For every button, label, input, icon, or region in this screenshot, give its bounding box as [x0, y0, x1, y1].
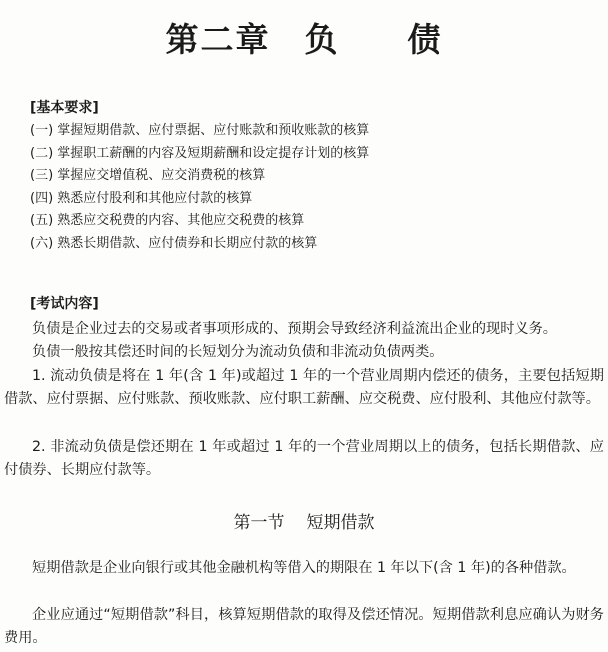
exam-paragraph: 负债一般按其偿还时间的长短划分为流动负债和非流动负债两类。 [32, 344, 444, 360]
chapter-title-char-2: 债 [407, 20, 443, 59]
chapter-title-char-1: 负 [304, 20, 340, 59]
exam-content-heading-block [30, 292, 590, 316]
requirement-item: (二) 掌握职工薪酬的内容及短期薪酬和设定提存计划的核算 [30, 145, 370, 161]
exam-content-heading: [考试内容] [30, 296, 99, 312]
requirement-item: (六) 熟悉长期借款、应付债券和长期应付款的核算 [30, 235, 318, 251]
section-paragraph: 企业应通过“短期借款”科目，核算短期借款的取得及偿还情况。短期借款利息应确认为财务费用。 [4, 607, 604, 647]
requirement-item: (三) 掌握应交增值税、应交消费税的核算 [30, 168, 266, 183]
section-name: 短期借款 [306, 513, 375, 533]
section-paragraph: 短期借款是企业向银行或其他金融机构等借入的期限在 1 年以下(含 1 年)的各种借款。 [32, 560, 576, 576]
requirement-item: (四) 熟悉应付股利和其他应付款的核算 [30, 190, 253, 206]
exam-paragraph: 2. 非流动负债是偿还期在 1 年或超过 1 年的一个营业周期以上的债务，包括长期借款、应付债券、长期应付款等。 [4, 439, 604, 479]
section-title [0, 508, 608, 533]
requirement-item: (一) 掌握短期借款、应付票据、应付账款和预收账款的核算 [30, 123, 370, 138]
exam-paragraph: 负债是企业过去的交易或者事项形成的、预期会导致经济利益流出企业的现时义务。 [32, 321, 557, 337]
requirement-item: (五) 熟悉应交税费的内容、其他应交税费的核算 [30, 213, 305, 228]
section-number: 第一节 [233, 513, 285, 533]
exam-paragraph: 1. 流动负债是将在 1 年(含 1 年)或超过 1 年的一个营业周期内偿还的债务，主要包括短期借款、应付票据、应付账款、预收账款、应付职工薪酬、应交税费、应付股利、其他应付款等。 [4, 368, 604, 408]
requirements-heading: [基本要求] [30, 100, 99, 116]
requirements-block [30, 96, 590, 255]
requirements-list [30, 120, 590, 255]
chapter-number: 第二章 [165, 20, 271, 59]
chapter-title [0, 14, 608, 61]
